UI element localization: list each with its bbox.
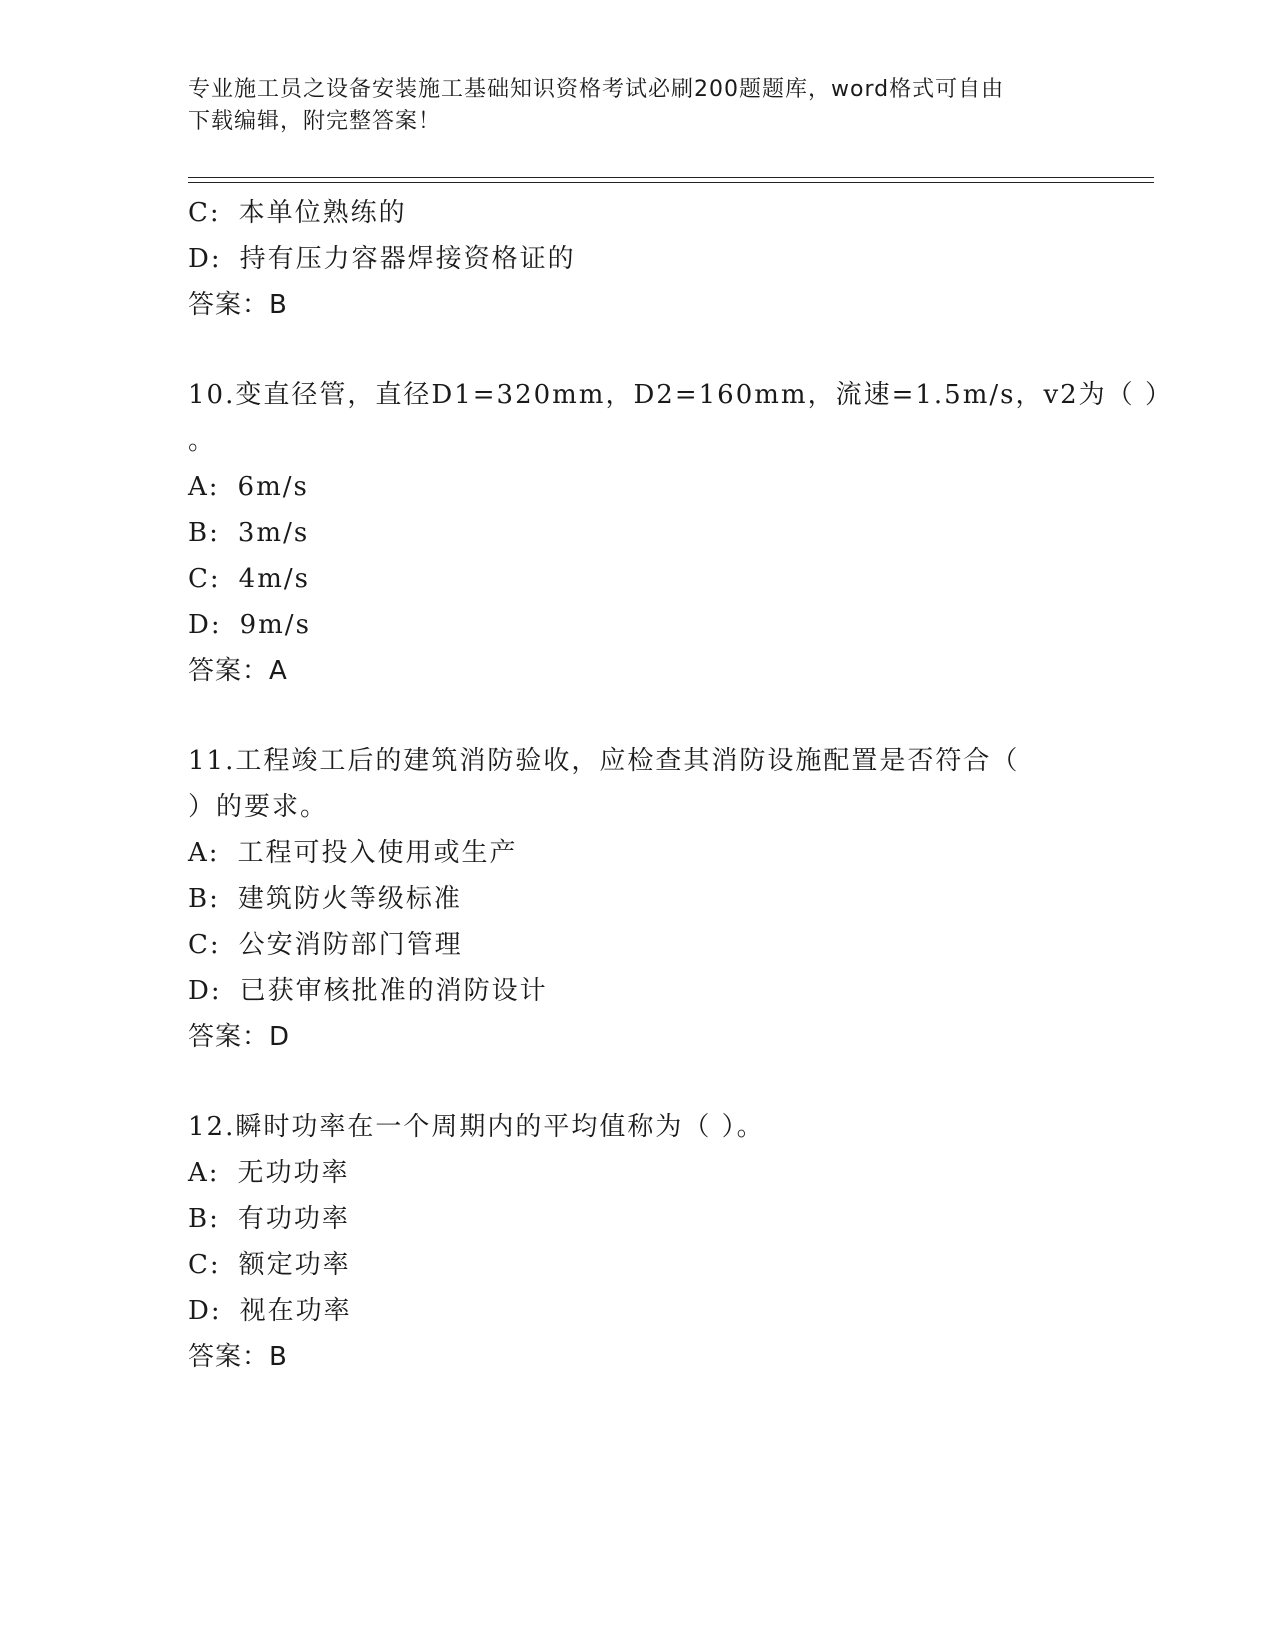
q10-stem-line-2: 。	[188, 426, 217, 456]
option-text: 有功功率	[237, 1204, 350, 1234]
q12-option-c	[188, 1242, 1088, 1288]
q12-option-a	[188, 1150, 1088, 1196]
option-text: 本单位熟练的	[238, 198, 407, 228]
q10-option-a	[188, 464, 1088, 510]
option-text: 3m/s	[237, 518, 310, 548]
option-letter: D:	[188, 610, 222, 640]
option-letter: A:	[188, 1158, 220, 1188]
header-divider-top	[188, 177, 1154, 178]
q12-option-b	[188, 1196, 1088, 1242]
q12-answer: 答案：B	[188, 1342, 288, 1372]
q11-option-d	[188, 968, 1088, 1014]
option-letter: C:	[188, 1250, 221, 1280]
option-text: 持有压力容器焊接资格证的	[239, 244, 576, 274]
option-text: 无功功率	[237, 1158, 350, 1188]
q10-answer: 答案：A	[188, 656, 288, 686]
q11-stem-line-2: ）的要求。	[188, 792, 329, 822]
option-text: 4m/s	[238, 564, 310, 594]
q11-option-a	[188, 830, 1088, 876]
document-header	[188, 74, 1088, 138]
option-letter: B:	[188, 1204, 220, 1234]
header-line-2: 下载编辑，附完整答案！	[188, 109, 442, 134]
option-letter: A:	[188, 472, 220, 502]
q12-option-d	[188, 1288, 1088, 1334]
q9-option-c	[188, 190, 1088, 236]
option-text: 工程可投入使用或生产	[237, 838, 518, 868]
q11-answer: 答案：D	[188, 1022, 291, 1052]
q9-answer: 答案：B	[188, 290, 288, 320]
q11-option-b	[188, 876, 1088, 922]
question-content	[188, 190, 1173, 1380]
option-text: 建筑防火等级标准	[237, 884, 462, 914]
q10-option-b	[188, 510, 1088, 556]
option-letter: D:	[188, 976, 222, 1006]
option-text: 公安消防部门管理	[238, 930, 463, 960]
option-letter: D:	[188, 244, 222, 274]
q11-option-c	[188, 922, 1088, 968]
option-letter: D:	[188, 1296, 222, 1326]
option-text: 视在功率	[239, 1296, 352, 1326]
option-letter: B:	[188, 518, 220, 548]
header-divider-bottom	[188, 182, 1154, 183]
q10-stem-line-1: 10.变直径管，直径D1=320mm，D2=160mm，流速=1.5m/s，v2为（ ）	[188, 380, 1173, 410]
q11-stem-line-1: 11.工程竣工后的建筑消防验收，应检查其消防设施配置是否符合（	[188, 746, 1020, 776]
option-letter: C:	[188, 198, 221, 228]
header-line-1: 专业施工员之设备安装施工基础知识资格考试必刷200题题库，word格式可自由	[188, 77, 1005, 102]
q10-option-d	[188, 602, 1088, 648]
option-text: 已获审核批准的消防设计	[239, 976, 548, 1006]
q10-option-c	[188, 556, 1088, 602]
option-text: 额定功率	[238, 1250, 351, 1280]
option-letter: A:	[188, 838, 220, 868]
option-text: 9m/s	[239, 610, 311, 640]
option-letter: B:	[188, 884, 220, 914]
q9-option-d	[188, 236, 1088, 282]
option-text: 6m/s	[237, 472, 309, 502]
option-letter: C:	[188, 564, 221, 594]
option-letter: C:	[188, 930, 221, 960]
q12-stem-line-1: 12.瞬时功率在一个周期内的平均值称为（ ）。	[188, 1112, 765, 1142]
